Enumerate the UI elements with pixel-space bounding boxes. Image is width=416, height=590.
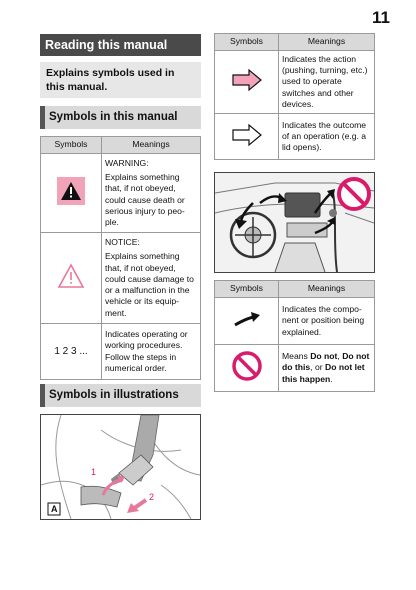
steps-symbol: 1 2 3 ...	[41, 324, 102, 380]
chapter-subtitle: Explains symbols used in this manual.	[40, 62, 201, 98]
section-heading-symbols-manual: Symbols in this manual	[40, 106, 201, 129]
outcome-symbol-cell	[215, 114, 279, 160]
table-header-meanings: Meanings	[279, 34, 375, 51]
page-number: 11	[372, 8, 390, 27]
step-2-label: 2	[149, 492, 155, 502]
outcome-arrow-icon	[231, 123, 263, 147]
table-row	[215, 51, 375, 114]
table-header-symbols: Symbols	[41, 137, 102, 154]
means-prefix: Means	[282, 351, 311, 362]
action-symbol-cell	[215, 51, 279, 114]
table-row	[215, 114, 375, 160]
do-not-label: Do not	[310, 351, 338, 362]
dashboard-illustration	[214, 172, 375, 273]
notice-text: Explains something that, if not obeyed, could cause damage to or a malfunction in the vehicle or its equip-ment.	[105, 251, 194, 318]
step-1-label: 1	[91, 467, 97, 477]
action-meaning: Indicates the action (pushing, turning, etc.) used to operate switches and other devices.	[279, 51, 375, 114]
pointer-arrow-icon	[232, 309, 262, 329]
component-symbol-cell	[215, 298, 279, 345]
table-row	[41, 154, 201, 233]
seatbelt-illustration	[40, 414, 201, 520]
chapter-title: Reading this manual	[40, 34, 201, 56]
action-arrow-icon	[231, 68, 263, 92]
notice-triangle-icon	[57, 263, 85, 289]
warning-meaning	[102, 154, 201, 233]
warning-text: Explains something that, if not obeyed, could cause death or serious injury to peo-ple.	[105, 172, 185, 227]
arrow-symbols-table	[214, 33, 375, 160]
comma-text: ,	[337, 351, 343, 362]
prohibited-icon	[231, 350, 263, 382]
table-header-meanings: Meanings	[279, 281, 375, 298]
prohibited-icon	[336, 176, 372, 212]
table-header-symbols: Symbols	[215, 34, 279, 51]
warning-symbol-cell	[41, 154, 102, 233]
section-heading-symbols-illustrations: Symbols in illustrations	[40, 384, 201, 407]
notice-symbol-cell	[41, 233, 102, 324]
outcome-meaning: Indicates the outcome of an operation (e.g. a lid opens).	[279, 114, 375, 160]
do-not-do-this-label: Do not do this	[282, 351, 370, 373]
table-header-meanings: Meanings	[102, 137, 201, 154]
steps-meaning: Indicates operating or working procedures. Follow the steps in numerical order.	[102, 324, 201, 380]
notice-title: NOTICE:	[105, 237, 140, 248]
table-row	[215, 345, 375, 392]
table-row	[41, 233, 201, 324]
table-row	[215, 298, 375, 345]
component-meaning: Indicates the compo-nent or position being explained.	[279, 298, 375, 345]
table-row	[41, 324, 201, 380]
notice-meaning	[102, 233, 201, 324]
label-a: A	[51, 504, 58, 514]
period-text: .	[330, 373, 333, 384]
prohibited-symbol-cell	[215, 345, 279, 392]
prohibited-meaning	[279, 345, 375, 392]
illustration-symbols-table	[214, 280, 375, 392]
warning-title: WARNING:	[105, 157, 149, 168]
warning-triangle-icon	[56, 176, 86, 206]
do-not-let-label: Do not let this happen	[282, 362, 365, 384]
manual-symbols-table	[40, 136, 201, 380]
or-text: , or	[310, 362, 325, 373]
table-header-symbols: Symbols	[215, 281, 279, 298]
